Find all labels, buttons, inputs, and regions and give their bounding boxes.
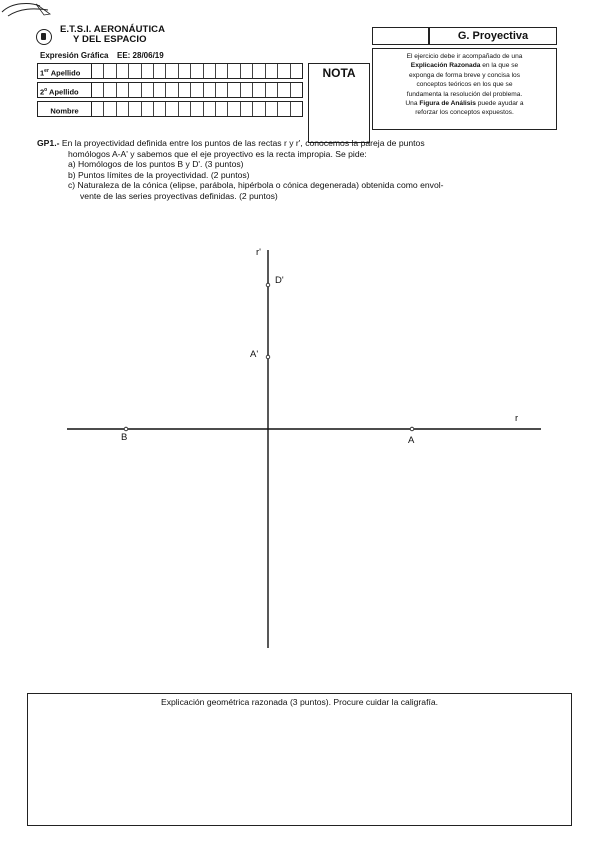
problem-item-c: c) Naturaleza de la cónica (elipse, parábola, hipérbola o cónica degenerada) obtenida como envol-: [68, 180, 444, 191]
point-a: [410, 427, 414, 431]
section-title: G. Proyectiva: [429, 27, 557, 45]
note-line: reforzar los conceptos expuestos.: [415, 109, 514, 117]
row-label: 2$^o$ Apellido: [38, 83, 92, 97]
exam-date: EE: 28/06/19: [117, 51, 164, 60]
note-line: exponga de forma breve y concisa los: [408, 71, 521, 79]
note-line: fundamenta la resolución del problema.: [406, 90, 523, 98]
subject-label: Expresión Gráfica: [40, 51, 109, 60]
problem-item-b: b) Puntos límites de la proyectividad. (2 puntos): [68, 169, 250, 180]
label-r: r: [515, 413, 519, 424]
problem-item-a: a) Homólogos de los puntos B y D'. (3 puntos): [68, 159, 244, 170]
label-r-prime: r': [256, 247, 261, 258]
grade-label: NOTA: [322, 66, 356, 80]
school-name-line1: E.T.S.I. AERONÁUTICA: [60, 24, 166, 35]
row-label: Nombre: [38, 102, 92, 116]
note-line: conceptos teóricos en los que se: [416, 81, 513, 89]
note-line: Una Figura de Análisis puede ayudar a: [405, 100, 524, 108]
note-line: Explicación Razonada en la que se: [410, 62, 519, 70]
label-b: B: [121, 432, 128, 443]
explanation-box[interactable]: [27, 693, 572, 826]
note-line: El ejercicio debe ir acompañado de una: [406, 53, 523, 60]
label-a-prime: A': [250, 349, 259, 360]
explanation-title: Explicación geométrica razonada (3 puntos). Procure cuidar la caligrafía.: [160, 697, 439, 707]
problem-line: homólogos A-A' y sabemos que el eje proyectivo es la recta impropia. Se pide:: [68, 148, 367, 159]
row-label: 1er Apellido: [38, 64, 92, 78]
point-a-prime: [266, 355, 270, 359]
label-a: A: [408, 435, 415, 446]
point-b: [124, 427, 128, 431]
point-d-prime: [266, 283, 270, 287]
school-name-line2: Y DEL ESPACIO: [73, 34, 147, 45]
problem-line: En la proyectividad definida entre los puntos de las rectas r y r', conocemos la pareja de puntos: [61, 138, 425, 148]
problem-code: GP1.-: [37, 138, 60, 148]
problem-item-c-cont: vente de las series proyectivas definidas. (2 puntos): [80, 190, 278, 201]
label-d-prime: D': [275, 275, 284, 286]
